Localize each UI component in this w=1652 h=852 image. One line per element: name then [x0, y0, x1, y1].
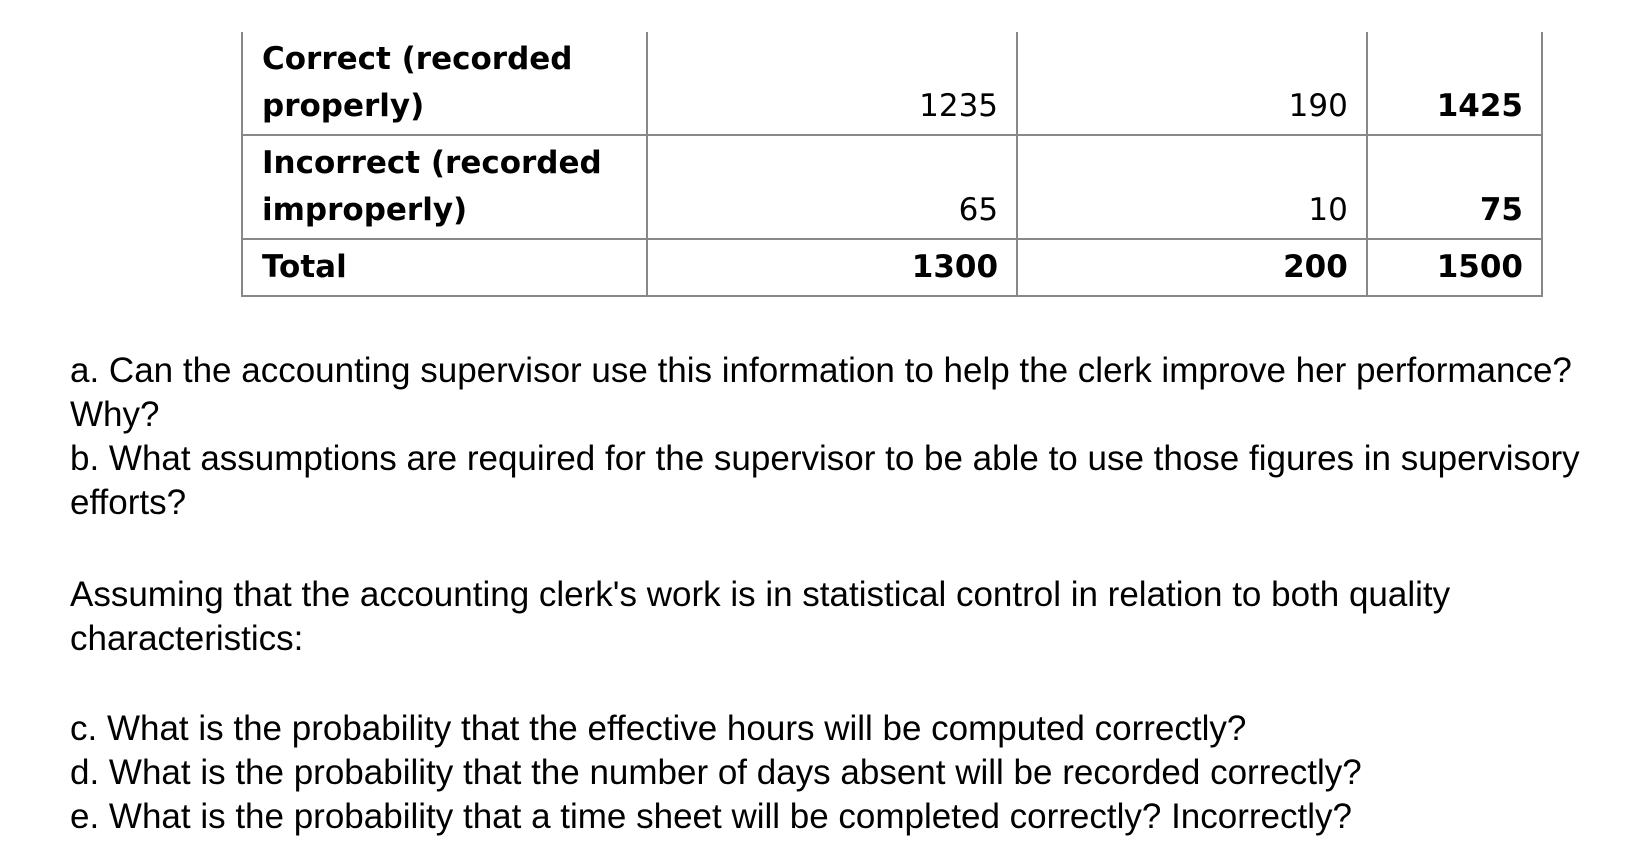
table-cell: 65: [647, 135, 1017, 239]
table-cell: 10: [1017, 135, 1367, 239]
assumption-paragraph: [70, 573, 1640, 661]
row-label: Incorrect (recorded improperly): [242, 135, 647, 239]
question-c: c. What is the probability that the effective hours will be computed correctly?: [70, 709, 1247, 748]
table-row: [242, 135, 1542, 239]
questions-ab: [70, 349, 1640, 525]
table-row: [242, 32, 1542, 135]
data-table: [241, 32, 1543, 297]
table-row: [242, 239, 1542, 296]
grand-total-cell: 1500: [1367, 239, 1542, 296]
question-b: b. What assumptions are required for the supervisor to be able to use those figures in supervisory efforts?: [70, 439, 1580, 522]
question-a: a. Can the accounting supervisor use this information to help the clerk improve her performance? Why?: [70, 351, 1572, 434]
row-total-cell: 1425: [1367, 32, 1542, 135]
column-total-cell: 1300: [647, 239, 1017, 296]
column-total-cell: 200: [1017, 239, 1367, 296]
intro-text: Assuming that the accounting clerk's work is in statistical control in relation to both quality characteristics:: [70, 575, 1451, 658]
table-cell: 1235: [647, 32, 1017, 135]
row-total-cell: 75: [1367, 135, 1542, 239]
question-d: d. What is the probability that the number of days absent will be recorded correctly?: [70, 753, 1362, 792]
table-cell: 190: [1017, 32, 1367, 135]
row-label: Total: [242, 239, 647, 296]
row-label: Correct (recorded properly): [242, 32, 647, 135]
question-e: e. What is the probability that a time sheet will be completed correctly? Incorrectly?: [70, 797, 1352, 836]
data-table-container: [241, 32, 1543, 297]
questions-cde: [70, 707, 1640, 839]
